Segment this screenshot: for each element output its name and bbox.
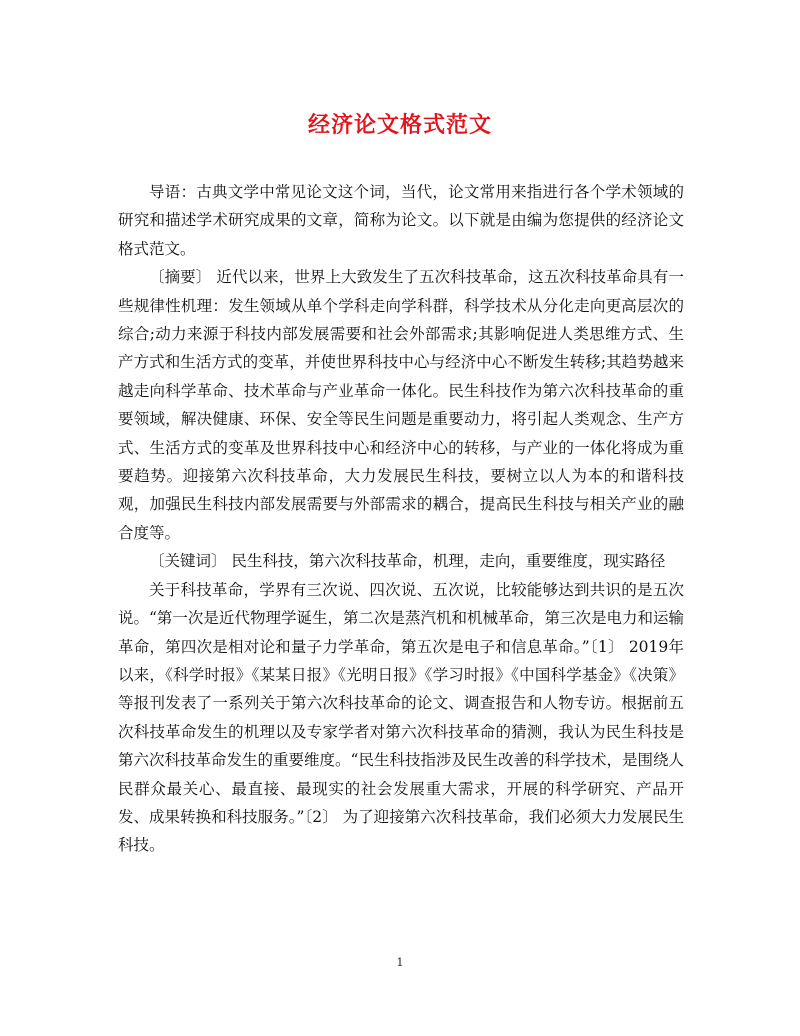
document-body	[118, 178, 684, 860]
paragraph-abstract: 〔摘要〕 近代以来，世界上大致发生了五次科技革命，这五次科技革命具有一些规律性机理：发生领域从单个学科走向学科群，科学技术从分化走向更高层次的综合;动力来源于科技内部发展需要和社会外部需求;其影响促进人类思维方式、生产方式和生活方式的变革，并使世界科技中心与经济中心不断发生转移;其趋势越来越走向科学革命、技术革命与产业革命一体化。民生科技作为第六次科技革命的重要领域，解决健康、环保、安全等民生问题是重要动力，将引起人类观念、生产方式、生活方式的变革及世界科技中心和经济中心的转移，与产业的一体化将成为重要趋势。迎接第六次科技革命，大力发展民生科技，要树立以人为本的和谐科技观，加强民生科技内部发展需要与外部需求的耦合，提高民生科技与相关产业的融合度等。	[118, 268, 684, 542]
document-title: 经济论文格式范文	[307, 112, 492, 138]
paragraph-body: 关于科技革命，学界有三次说、四次说、五次说，比较能够达到共识的是五次说。“第一次是近代物理学诞生，第二次是蒸汽机和机械革命，第三次是电力和运输革命，第四次是相对论和量子力学革命，第五次是电子和信息革命。”〔1〕 2019年以来，《科学时报》《某某日报》《光明日报》《学习时报》《中国科学基金》《决策》等报刊发表了一系列关于第六次科技革命的论文、调查报告和人物专访。根据前五次科技革命发生的机理以及专家学者对第六次科技革命的猜测，我认为民生科技是第六次科技革命发生的重要维度。“民生科技指涉及民生改善的科学技术，是围绕人民群众最关心、最直接、最现实的社会发展重大需求，开展的科学研究、产品开发、成果转换和科技服务。”〔2〕 为了迎接第六次科技革命，我们必须大力发展民生科技。	[118, 580, 684, 855]
page-number: 1	[396, 956, 404, 969]
paragraph-keywords: 〔关键词〕 民生科技，第六次科技革命，机理，走向，重要维度，现实路径	[149, 552, 666, 571]
paragraph-intro: 导语：古典文学中常见论文这个词，当代，论文常用来指进行各个学术领域的研究和描述学术研究成果的文章，简称为论文。以下就是由编为您提供的经济论文格式范文。	[118, 183, 684, 258]
